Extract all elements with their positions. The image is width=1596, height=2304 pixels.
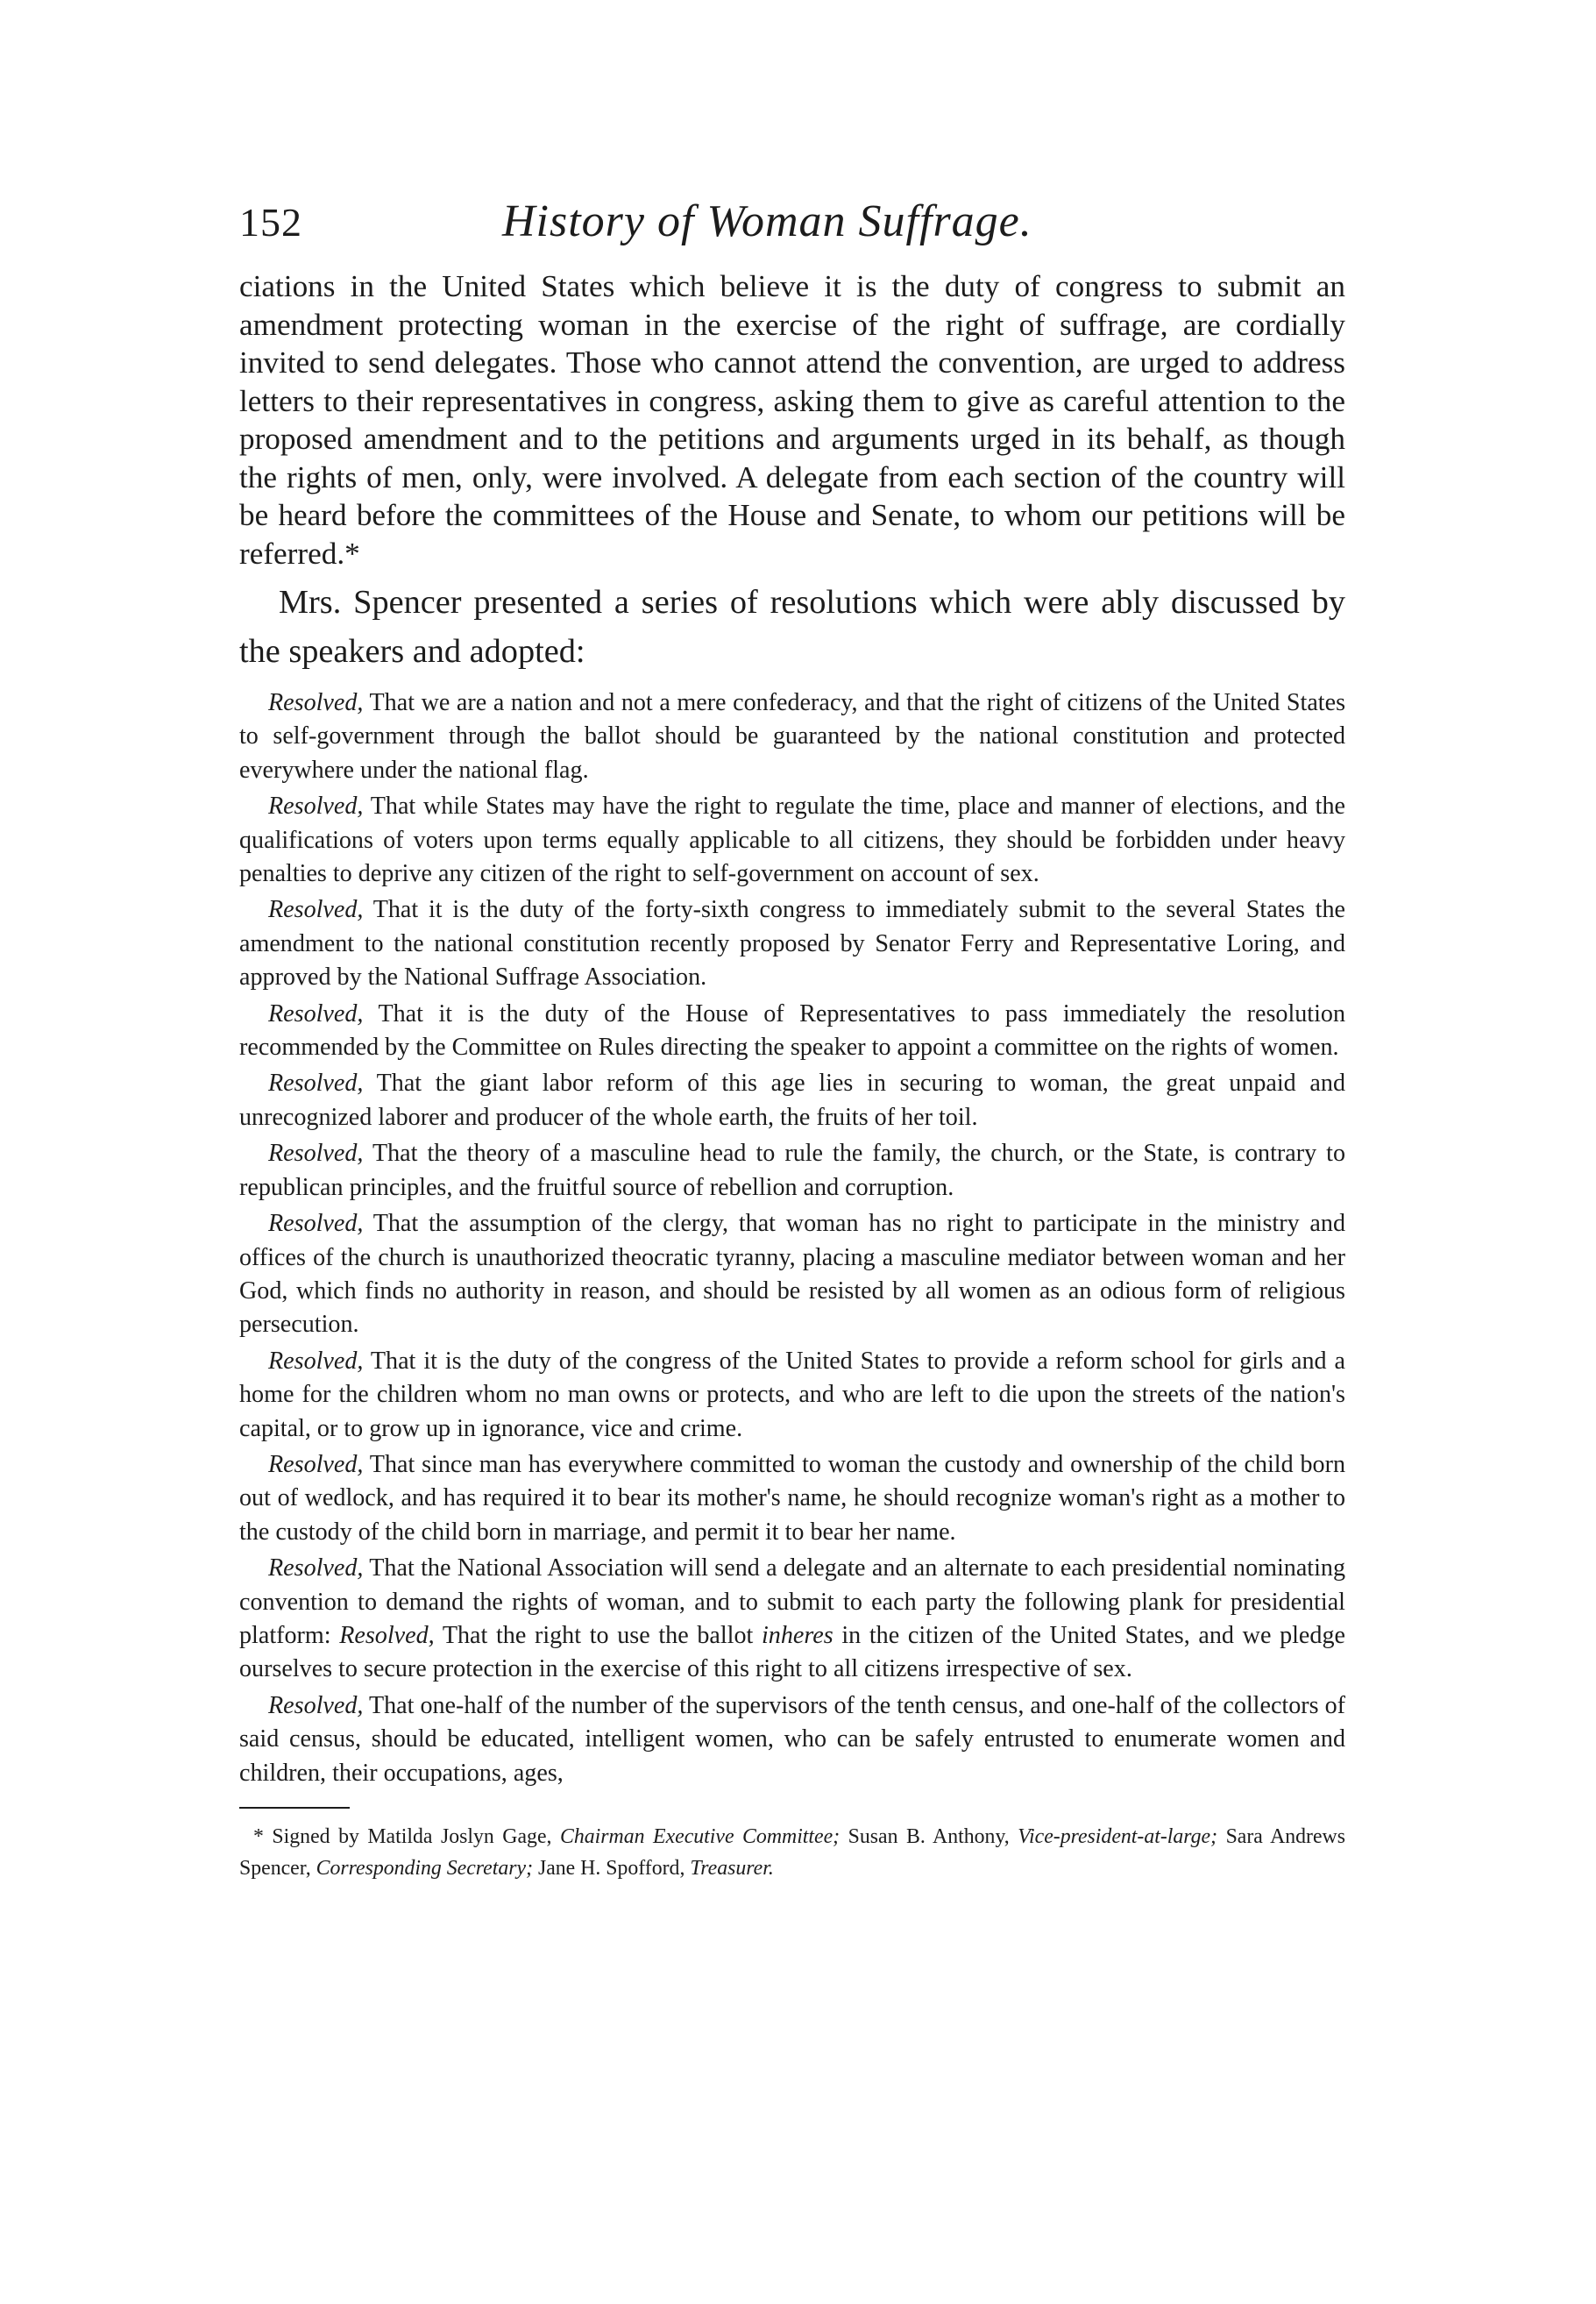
footnote-divider — [239, 1807, 350, 1809]
resolution-text: That while States may have the right to regulate the time, place and manner of elections, and the qualifications of voters upon terms equally applicable to all citizens, they should be forbidden under heavy penalties to deprive any citizen of the right to self-government on account of sex. — [239, 793, 1345, 888]
footnote-text: * Signed by Matilda Joslyn Gage, — [253, 1825, 560, 1848]
resolution-9 — [239, 1448, 1345, 1549]
resolution-8 — [239, 1345, 1345, 1446]
resolved-label-inline: Resolved, — [339, 1621, 435, 1649]
resolution-text: That the theory of a masculine head to rule the family, the church, or the State, is contrary to republican principles, and the fruitful source of rebellion and corruption. — [239, 1140, 1345, 1201]
resolution-text: That the National Association will send a delegate and an alternate to each presidential nominating convention to demand the rights of woman, and to submit to each party the following plank for presidential platform: — [239, 1554, 1345, 1649]
resolution-text: That it is the duty of the forty-sixth congress to immediately submit to the several States the amendment to the national constitution recently proposed by Senator Ferry and Representative Loring, and approved by the National Suffrage Association. — [239, 896, 1345, 992]
resolution-text-end: in the citizen of the United States, and we pledge ourselves to secure protection in the exercise of this right to all citizens irrespective of sex. — [239, 1621, 1345, 1683]
resolution-7 — [239, 1207, 1345, 1342]
resolved-label: Resolved, — [268, 1140, 364, 1168]
running-title: History of Woman Suffrage. — [502, 196, 1032, 246]
resolution-text: That the assumption of the clergy, that woman has no right to participate in the ministry and offices of the church is unauthorized theocratic tyranny, placing a masculine mediator between woman and her God, which finds no authority in reason, and should be resisted by all women as an odious form of religious persecution. — [239, 1210, 1345, 1339]
resolution-4 — [239, 998, 1345, 1065]
footnote-title: Vice-president-at-large; — [1018, 1825, 1218, 1848]
page-number: 152 — [239, 200, 302, 245]
resolved-label: Resolved, — [268, 1070, 364, 1098]
footnote — [239, 1821, 1345, 1884]
resolution-10 — [239, 1552, 1345, 1687]
resolved-label: Resolved, — [268, 1691, 364, 1719]
page-header — [239, 188, 1345, 267]
footnote-title: Corresponding Secretary; — [316, 1857, 533, 1880]
footnote-text: Sara Andrews Spencer, — [239, 1825, 1345, 1880]
resolved-label: Resolved, — [268, 896, 364, 924]
resolution-text: That we are a nation and not a mere confederacy, and that the right of citizens of the United States to self-government through the ballot should be guaranteed by the national constitution and protected everywhere under the national flag. — [239, 689, 1345, 784]
resolution-5 — [239, 1067, 1345, 1134]
resolution-11 — [239, 1689, 1345, 1790]
resolved-label: Resolved, — [268, 689, 364, 716]
resolved-label: Resolved, — [268, 793, 364, 821]
resolution-text: That it is the duty of the congress of the United States to provide a reform school for girls and a home for the children whom no man owns or protects, and who are left to die upon the streets of the nation's capital, or to grow up in ignorance, vice and crime. — [239, 1347, 1345, 1442]
resolution-text: That since man has everywhere committed to woman the custody and ownership of the child born out of wedlock, and has required it to bear its mother's name, he should recognize woman's right as a mother to the custody of the child born in marriage, and permit it to bear her name. — [239, 1450, 1345, 1546]
resolved-label: Resolved, — [268, 1347, 364, 1375]
resolutions-list — [239, 686, 1345, 1790]
resolution-text: That the giant labor reform of this age lies in securing to woman, the great unpaid and unrecognized laborer and producer of the whole earth, the fruits of her toil. — [239, 1070, 1345, 1131]
resolved-label: Resolved, — [268, 1554, 364, 1582]
resolution-text-continued: That the right to use the ballot — [434, 1621, 762, 1649]
intro-paragraph: Mrs. Spencer presented a series of resolutions which were ably discussed by the speakers and adopted: — [239, 584, 1345, 670]
footnote-text: Jane H. Spofford, — [533, 1857, 691, 1880]
resolution-text: That one-half of the number of the supervisors of the tenth census, and one-half of the collectors of said census, should be educated, intelligent women, who can be safely entrusted to enumerate women and children, their occupations, ages, — [239, 1691, 1345, 1787]
resolved-label: Resolved, — [268, 999, 364, 1028]
resolution-1 — [239, 686, 1345, 787]
footnote-title: Chairman Executive Committee; — [560, 1825, 841, 1848]
resolution-3 — [239, 893, 1345, 994]
resolution-2 — [239, 790, 1345, 891]
continuation-paragraph: ciations in the United States which believe it is the duty of congress to submit an amendment protecting woman in the exercise of the right of suffrage, are cordially invited to send delegates. Those who cannot attend the convention, are urged to address letters to their representatives in congress, asking them to give as careful attention to the proposed amendment and to the petitions and arguments urged in its behalf, as though the rights of men, only, were involved. A delegate from each section of the country will be heard before the committees of the House and Senate, to whom our petitions will be referred.* — [239, 269, 1345, 571]
resolution-6 — [239, 1137, 1345, 1205]
resolved-label: Resolved, — [268, 1450, 364, 1478]
resolved-label: Resolved, — [268, 1210, 364, 1238]
footnote-title: Treasurer. — [690, 1857, 774, 1880]
footnote-text: Susan B. Anthony, — [840, 1825, 1018, 1848]
resolution-text: That it is the duty of the House of Representatives to pass immediately the resolution recommended by the Committee on Rules directing the speaker to appoint a committee on the rights of women. — [239, 999, 1345, 1062]
italic-term: inheres — [762, 1621, 833, 1649]
book-page — [239, 188, 1345, 1884]
